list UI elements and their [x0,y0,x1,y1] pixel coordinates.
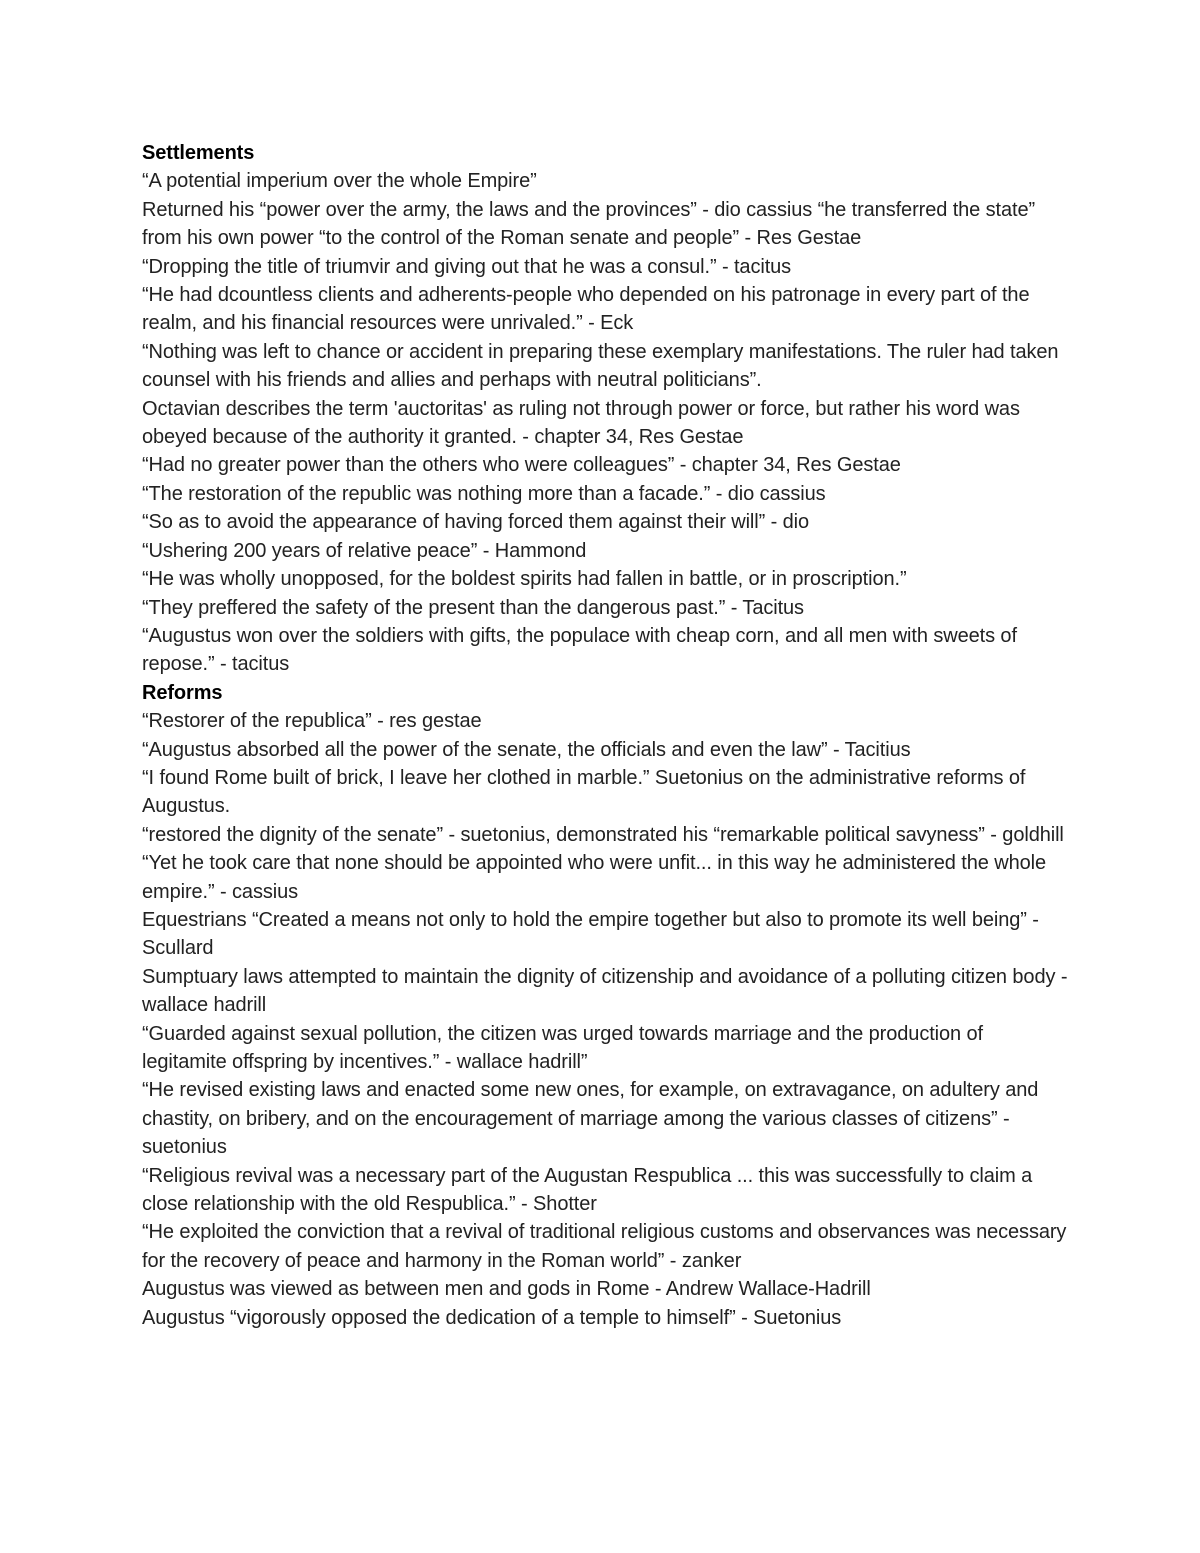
paragraph: Equestrians “Created a means not only to hold the empire together but also to promote its well being” - Scullard [142,908,1039,960]
paragraph: “Augustus won over the soldiers with gifts, the populace with cheap corn, and all men with sweets of repose.” - tacitus [142,624,1017,676]
paragraph: “Yet he took care that none should be appointed who were unfit... in this way he administered the whole empire.” - cassius [142,852,1046,903]
section-heading-reforms: Reforms [142,681,223,704]
paragraph: “Dropping the title of triumvir and giving out that he was a consul.” - tacitus [142,255,792,278]
paragraph: “restored the dignity of the senate” - suetonius, demonstrated his “remarkable political savyness” - goldhill [142,823,1064,846]
paragraph: “He revised existing laws and enacted some new ones, for example, on extravagance, on adultery and chastity, on bribery, and on the encouragement of marriage among the various classes of citizens” - suetonius [142,1079,1039,1159]
document-page [142,139,1072,1332]
paragraph: “So as to avoid the appearance of having forced them against their will” - dio [142,511,810,534]
paragraph: “A potential imperium over the whole Empire” [142,170,537,193]
paragraph: “Guarded against sexual pollution, the citizen was urged towards marriage and the production of legitamite offspring by incentives.” - wallace hadrill” [142,1022,983,1073]
paragraph: “Ushering 200 years of relative peace” - Hammond [142,539,587,562]
paragraph: “I found Rome built of brick, I leave her clothed in marble.” Suetonius on the administrative reforms of Augustus. [142,766,1026,818]
paragraph: “He was wholly unopposed, for the boldest spirits had fallen in battle, or in proscription.” [142,568,907,591]
section-heading-settlements: Settlements [142,142,255,164]
paragraph: Augustus was viewed as between men and gods in Rome - Andrew Wallace-Hadrill [142,1278,871,1301]
paragraph: “They preffered the safety of the present than the dangerous past.” - Tacitus [142,596,804,619]
paragraph: Returned his “power over the army, the laws and the provinces” - dio cassius “he transferred the state” from his own power “to the control of the Roman senate and people” - Res Gestae [142,198,1036,250]
paragraph: “The restoration of the republic was nothing more than a facade.” - dio cassius [142,482,826,505]
paragraph: Sumptuary laws attempted to maintain the dignity of citizenship and avoidance of a polluting citizen body - wallace hadrill [142,965,1068,1017]
paragraph: “He exploited the conviction that a revival of traditional religious customs and observances was necessary for the recovery of peace and harmony in the Roman world” - zanker [142,1221,1067,1272]
paragraph: “Nothing was left to chance or accident in preparing these exemplary manifestations. The ruler had taken counsel with his friends and allies and perhaps with neutral politicians”. [142,340,1059,392]
paragraph: “He had dcountless clients and adherents-people who depended on his patronage in every part of the realm, and his financial resources were unrivaled.” - Eck [142,284,1030,335]
paragraph: “Had no greater power than the others who were colleagues” - chapter 34, Res Gestae [142,454,901,477]
paragraph: “Religious revival was a necessary part of the Augustan Respublica ... this was successfully to claim a close relationship with the old Respublica.” - Shotter [142,1164,1033,1216]
paragraph: “Restorer of the republica” - res gestae [142,710,482,733]
paragraph: “Augustus absorbed all the power of the senate, the officials and even the law” - Tacitius [142,738,911,761]
paragraph: Augustus “vigorously opposed the dedication of a temple to himself” - Suetonius [142,1306,842,1329]
paragraph: Octavian describes the term 'auctoritas' as ruling not through power or force, but rather his word was obeyed because of the authority it granted. - chapter 34, Res Gestae [142,397,1020,449]
